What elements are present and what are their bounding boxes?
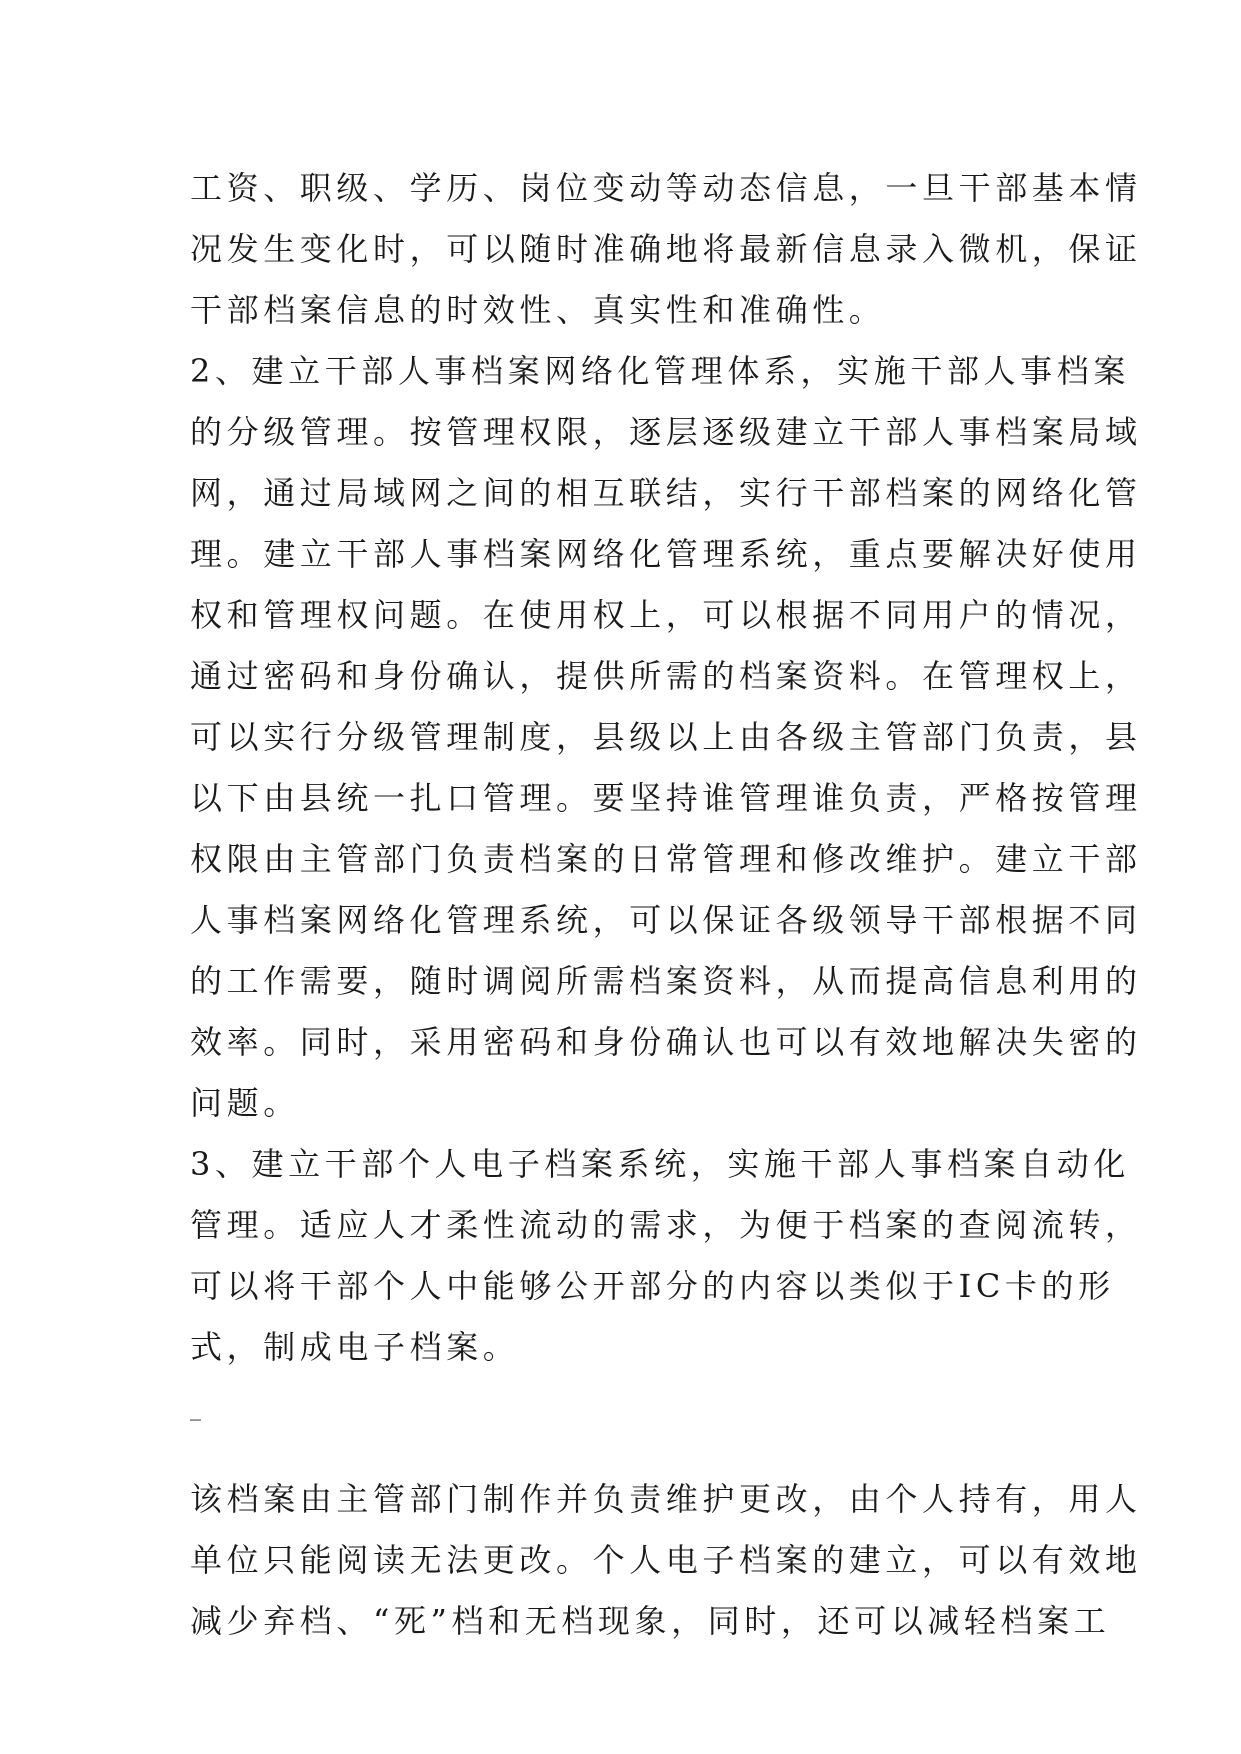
paragraph-line: 的工作需要，随时调阅所需档案资料，从而提高信息利用的 [190, 962, 1142, 1000]
paragraph-line: 权限由主管部门负责档案的日常管理和修改维护。建立干部 [190, 840, 1142, 878]
paragraph-line: 问题。 [190, 1084, 300, 1122]
paragraph-line: 以下由县统一扎口管理。要坚持谁管理谁负责，严格按管理 [190, 779, 1142, 817]
paragraph-line: 管理。适应人才柔性流动的需求，为便于档案的查阅流转， [190, 1206, 1142, 1244]
paragraph-line: 人事档案网络化管理系统，可以保证各级领导干部根据不同 [190, 901, 1142, 939]
paragraph-line: 2、建立干部人事档案网络化管理体系，实施干部人事档案 [190, 352, 1130, 390]
paragraph-line: 的分级管理。按管理权限，逐层逐级建立干部人事档案局域 [190, 413, 1142, 451]
paragraph-line: 工资、职级、学历、岗位变动等动态信息，一旦干部基本情 [190, 169, 1142, 207]
paragraph-line: 况发生变化时，可以随时准确地将最新信息录入微机，保证 [190, 230, 1142, 268]
paragraph-line: 通过密码和身份确认，提供所需的档案资料。在管理权上， [190, 657, 1142, 695]
document-body [190, 158, 1142, 1652]
paragraph-line: 可以将干部个人中能够公开部分的内容以类似于IC卡的形 [190, 1267, 1115, 1305]
paragraph-line: 权和管理权问题。在使用权上，可以根据不同用户的情况， [190, 596, 1142, 634]
paragraph-line: 单位只能阅读无法更改。个人电子档案的建立，可以有效地 [190, 1541, 1142, 1579]
paragraph-line: 理。建立干部人事档案网络化管理系统，重点要解决好使用 [190, 535, 1142, 573]
paragraph-line: 网，通过局域网之间的相互联结，实行干部档案的网络化管 [190, 474, 1142, 512]
paragraph-line: 干部档案信息的时效性、真实性和准确性。 [190, 291, 886, 329]
spacer [190, 1439, 1060, 1469]
paragraph-line: 式，制成电子档案。 [190, 1328, 520, 1366]
paragraph-line: 该档案由主管部门制作并负责维护更改，由个人持有，用人 [190, 1480, 1142, 1518]
paragraph-line: 减少弃档、“死”档和无档现象，同时，还可以减轻档案工 [190, 1602, 1111, 1640]
paragraph-line: 效率。同时，采用密码和身份确认也可以有效地解决失密的 [190, 1023, 1142, 1061]
paragraph-line: 3、建立干部个人电子档案系统，实施干部人事档案自动化 [190, 1145, 1130, 1183]
separator-dash: _ [190, 1396, 201, 1421]
paragraph-line: 可以实行分级管理制度，县级以上由各级主管部门负责，县 [190, 718, 1142, 756]
